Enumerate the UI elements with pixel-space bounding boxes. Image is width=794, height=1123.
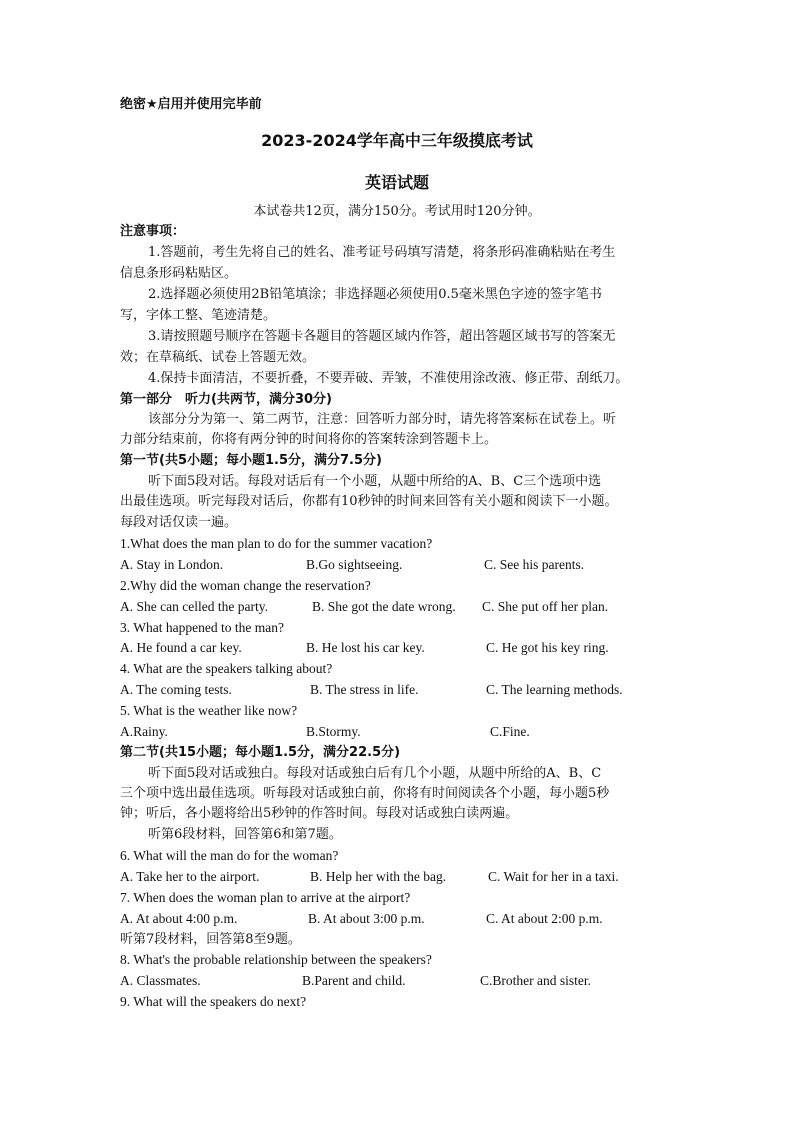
- notice-line: 3.请按照题号顺序在答题卡各题目的答题区域内作答，超出答题区域书写的答案无: [148, 329, 616, 344]
- option-a: A. He found a car key.: [120, 640, 242, 655]
- option-c: C. Wait for her in a taxi.: [488, 869, 619, 884]
- section2-intro: 钟；听后，各小题将给出5秒钟的作答时间。每段对话或独白读两遍。: [120, 806, 519, 821]
- option-c: C. See his parents.: [484, 557, 585, 572]
- section2-heading: 第二节(共15小题；每小题1.5分，满分22.5分): [120, 745, 401, 760]
- section1-intro: 每段对话仅读一遍。: [120, 515, 238, 530]
- section2-intro: 三个项中选出最佳选项。听每段对话或独白前，你将有时间阅读各个小题，每小题5秒: [120, 786, 610, 801]
- option-a: A. Classmates.: [120, 973, 201, 988]
- part1-intro: 力部分结束前，你将有两分钟的时间将你的答案转涂到答题卡上。: [120, 432, 498, 447]
- option-b: B. The stress in life.: [310, 682, 419, 697]
- notice-line: 效；在草稿纸、试卷上答题无效。: [120, 350, 316, 365]
- option-b: B.Go sightseeing.: [306, 557, 403, 572]
- option-b: B. Help her with the bag.: [310, 869, 447, 884]
- question-5: 5. What is the weather like now?: [120, 703, 298, 718]
- section1-heading: 第一节(共5小题；每小题1.5分，满分7.5分): [120, 453, 382, 468]
- notice-line: 信息条形码粘贴区。: [120, 266, 238, 281]
- option-c: C. The learning methods.: [486, 682, 623, 697]
- notice-line: 2.选择题必须使用2B铅笔填涂；非选择题必须使用0.5毫米黑色字迹的签字笔书: [148, 287, 602, 302]
- option-a: A. At about 4:00 p.m.: [120, 911, 238, 926]
- notice-line: 4.保持卡面清洁，不要折叠，不要弄破、弄皱，不准使用涂改液、修正带、刮纸刀。: [148, 371, 629, 386]
- part1-heading: 第一部分 听力(共两节，满分30分): [120, 392, 332, 407]
- option-c: C.Fine.: [490, 724, 530, 739]
- material-7-instruction: 听第7段材料，回答第8至9题。: [120, 932, 301, 947]
- question-4: 4. What are the speakers talking about?: [120, 661, 333, 676]
- subject-title: 英语试题: [364, 173, 429, 192]
- option-b: B.Stormy.: [306, 724, 361, 739]
- notice-heading: 注意事项：: [120, 224, 186, 239]
- question-6: 6. What will the man do for the woman?: [120, 848, 339, 863]
- question-1: 1.What does the man plan to do for the summer vacation?: [120, 536, 433, 551]
- option-c: C. She put off her plan.: [482, 599, 609, 614]
- option-a: A. She can celled the party.: [120, 599, 268, 614]
- exam-title: 2023-2024学年高中三年级摸底考试: [261, 131, 533, 150]
- option-a: A. Stay in London.: [120, 557, 224, 572]
- option-b: B.Parent and child.: [302, 973, 406, 988]
- question-7: 7. When does the woman plan to arrive at the airport?: [120, 890, 411, 905]
- question-3: 3. What happened to the man?: [120, 620, 284, 635]
- question-8: 8. What's the probable relationship between the speakers?: [120, 952, 432, 967]
- question-9: 9. What will the speakers do next?: [120, 994, 307, 1009]
- option-b: B. She got the date wrong.: [312, 599, 456, 614]
- exam-info: 本试卷共12页，满分150分。考试用时120分钟。: [253, 204, 541, 219]
- option-a: A. The coming tests.: [120, 682, 232, 697]
- notice-line: 写，字体工整、笔迹清楚。: [120, 308, 277, 323]
- option-a: A. Take her to the airport.: [120, 869, 260, 884]
- notice-line: 1.答题前，考生先将自己的姓名、准考证号码填写清楚，将条形码准确粘贴在考生: [148, 245, 616, 260]
- section1-intro: 听下面5段对话。每段对话后有一个小题，从题中所给的A、B、C三个选项中选: [148, 474, 602, 489]
- option-a: A.Rainy.: [120, 724, 168, 739]
- secret-label: 绝密★启用并使用完毕前: [120, 97, 262, 112]
- section2-intro: 听下面5段对话或独白。每段对话或独白后有几个小题，从题中所给的A、B、C: [148, 766, 602, 781]
- option-c: C. At about 2:00 p.m.: [486, 911, 603, 926]
- option-b: B. At about 3:00 p.m.: [308, 911, 425, 926]
- option-c: C. He got his key ring.: [486, 640, 609, 655]
- section1-intro: 出最佳选项。听完每段对话后，你都有10秒钟的时间来回答有关小题和阅读下一小题。: [120, 494, 618, 509]
- material-6-instruction: 听第6段材料，回答第6和第7题。: [148, 827, 342, 842]
- part1-intro: 该部分分为第一、第二两节，注意：回答听力部分时，请先将答案标在试卷上。听: [148, 412, 617, 427]
- option-c: C.Brother and sister.: [480, 973, 591, 988]
- option-b: B. He lost his car key.: [306, 640, 425, 655]
- question-2: 2.Why did the woman change the reservation?: [120, 578, 371, 593]
